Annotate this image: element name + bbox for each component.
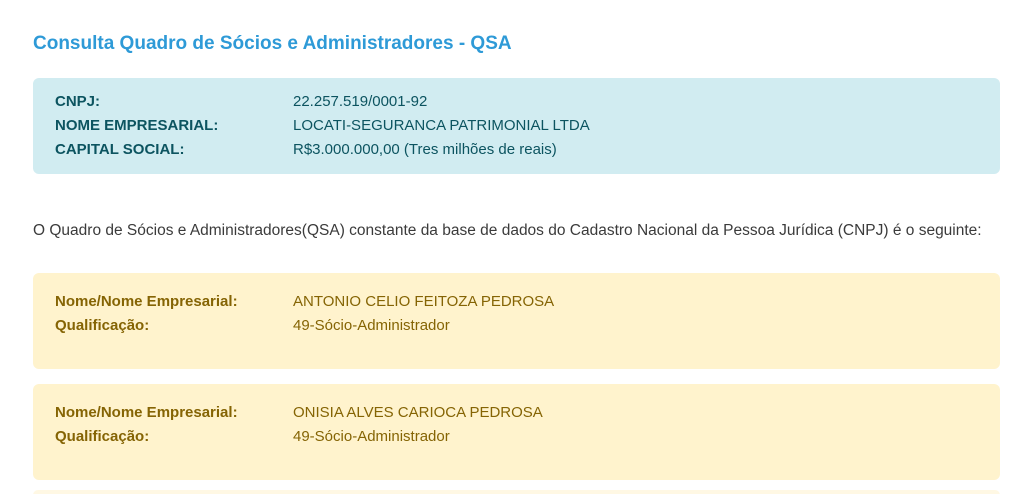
qsa-partner-panel-2 [33,384,1000,480]
partner-field-row-nome [55,401,978,425]
capital-social-value: R$3.000.000,00 (Tres milhões de reais) [293,141,557,158]
partner-field-row-nome [55,290,978,314]
cnpj-value: 22.257.519/0001-92 [293,93,428,110]
company-field-row-nome-empresarial [55,114,978,138]
company-field-row-capital-social [55,138,978,162]
partner-field-row-qualificacao [55,314,978,338]
cnpj-label: CNPJ: [55,93,101,110]
qsa-intro-text: O Quadro de Sócios e Administradores(QSA) constante da base de dados do Cadastro Nacional da Pessoa Jurídica (CNPJ) é o seguinte: [33,222,982,239]
partner-qualificacao-label: Qualificação: [55,428,150,445]
partner-qualificacao-label: Qualificação: [55,317,150,334]
partner-nome-value: ANTONIO CELIO FEITOZA PEDROSA [293,293,555,310]
capital-social-label: CAPITAL SOCIAL: [55,141,185,158]
qsa-partner-panel-1 [33,273,1000,369]
nome-empresarial-label: NOME EMPRESARIAL: [55,117,219,134]
partner-nome-label: Nome/Nome Empresarial: [55,293,238,310]
company-info-panel [33,78,1000,174]
nome-empresarial-value: LOCATI-SEGURANCA PATRIMONIAL LTDA [293,117,590,134]
partner-qualificacao-value: 49-Sócio-Administrador [293,317,450,334]
partner-nome-label: Nome/Nome Empresarial: [55,404,238,421]
partner-qualificacao-value: 49-Sócio-Administrador [293,428,450,445]
partner-field-row-qualificacao [55,425,978,449]
company-field-row-cnpj [55,90,978,114]
qsa-partner-panel-3-cutoff [33,490,1000,494]
page-title: Consulta Quadro de Sócios e Administradores - QSA [33,33,512,54]
partner-nome-value: ONISIA ALVES CARIOCA PEDROSA [293,404,543,421]
